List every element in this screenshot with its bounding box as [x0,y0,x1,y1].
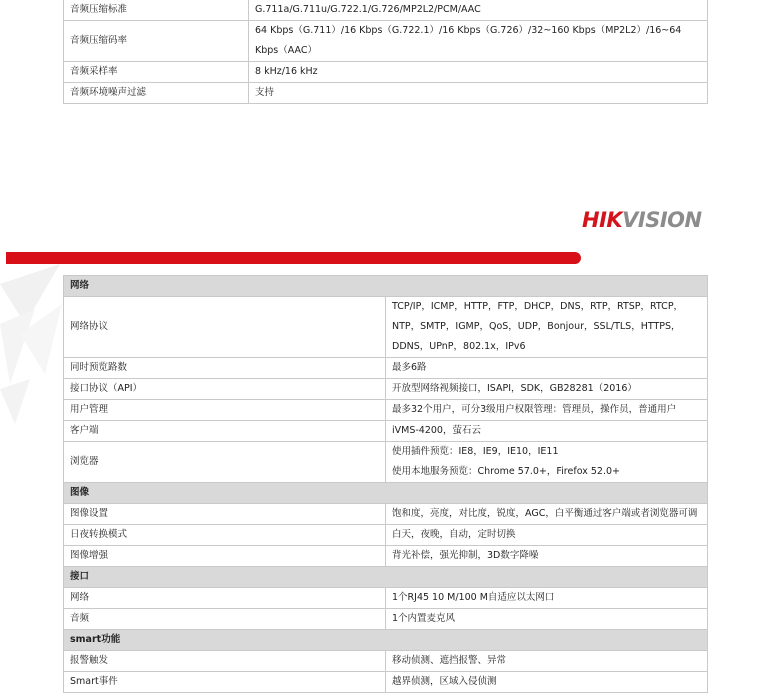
spec-value [386,525,708,546]
spec-value-line: 饱和度，亮度，对比度，锐度，AGC，白平衡通过客户端或者浏览器可调 [392,508,698,519]
spec-value-line: TCP/IP，ICMP，HTTP，FTP，DHCP，DNS，RTP，RTSP，RTCP，NTP，SMTP，IGMP，QoS，UDP，Bonjour，SSL/TLS，HTTPS，DDNS，UPnP，802.1x，IPv6 [392,301,684,352]
spec-row [64,546,708,567]
spec-value [249,21,708,62]
spec-key: 报警触发 [64,651,386,672]
decorative-star-graphic [0,264,70,424]
section-header-row [64,630,708,651]
spec-value [386,651,708,672]
spec-value-line: 使用本地服务预览：Chrome 57.0+，Firefox 52.0+ [392,466,620,477]
spec-value-line: iVMS-4200，萤石云 [392,425,481,436]
spec-row [64,379,708,400]
spec-value-line: 最多6路 [392,362,427,373]
spec-value [249,83,708,104]
spec-value-line: 8 kHz/16 kHz [255,66,318,77]
spec-key: 接口协议（API） [64,379,386,400]
section-header-row [64,276,708,297]
spec-row [64,609,708,630]
audio-spec-table [63,0,708,104]
section-title: 图像 [64,483,708,504]
logo-part2: VISION [622,208,702,232]
spec-key: 日夜转换模式 [64,525,386,546]
spec-key: Smart事件 [64,672,386,693]
spec-key: 音频采样率 [64,62,249,83]
spec-row [64,21,708,62]
spec-value-line: G.711a/G.711u/G.722.1/G.726/MP2L2/PCM/AAC [255,4,481,15]
section-title: 接口 [64,567,708,588]
spec-row [64,400,708,421]
spec-row [64,442,708,483]
spec-value-line: 白天，夜晚，自动，定时切换 [392,529,516,540]
section-header-row [64,567,708,588]
spec-key: 网络 [64,588,386,609]
spec-value [386,588,708,609]
spec-row [64,421,708,442]
spec-row [64,83,708,104]
spec-key: 同时预览路数 [64,358,386,379]
logo-part1: HIK [582,208,623,232]
spec-value [386,297,708,358]
spec-key: 浏览器 [64,442,386,483]
spec-value-line: 开放型网络视频接口，ISAPI，SDK，GB28281（2016） [392,383,637,394]
spec-row [64,62,708,83]
spec-value-line: 最多32个用户，可分3级用户权限管理：管理员，操作员，普通用户 [392,404,677,415]
spec-value [386,421,708,442]
red-header-bar [6,252,581,264]
spec-key: 用户管理 [64,400,386,421]
spec-value-line: 支持 [255,87,275,98]
spec-value [386,672,708,693]
spec-value [386,442,708,483]
spec-key: 图像设置 [64,504,386,525]
spec-value-line: 使用插件预览：IE8，IE9，IE10，IE11 [392,446,559,457]
spec-value-line: 1个内置麦克风 [392,613,456,624]
spec-value [386,358,708,379]
spec-value [386,546,708,567]
spec-value [249,62,708,83]
hikvision-logo [582,208,702,232]
spec-value [386,400,708,421]
spec-value-line: 越界侦测，区域入侵侦测 [392,676,497,687]
spec-key: 客户端 [64,421,386,442]
spec-row [64,504,708,525]
spec-value [386,379,708,400]
spec-value-line: 1个RJ45 10 M/100 M自适应以太网口 [392,592,555,603]
spec-value-line: 移动侦测、遮挡报警、异常 [392,655,507,666]
section-title: smart功能 [64,630,708,651]
spec-key: 音频压缩标准 [64,0,249,21]
spec-value-line: 64 Kbps（G.711）/16 Kbps（G.722.1）/16 Kbps（G.726）/32~160 Kbps（MP2L2）/16~64 Kbps（AAC） [255,25,682,56]
spec-key: 网络协议 [64,297,386,358]
spec-key: 音频环境噪声过滤 [64,83,249,104]
spec-row [64,588,708,609]
spec-row [64,297,708,358]
spec-row [64,672,708,693]
spec-key: 图像增强 [64,546,386,567]
spec-value [386,609,708,630]
spec-value [249,0,708,21]
spec-row [64,0,708,21]
spec-row [64,358,708,379]
spec-value-line: 背光补偿，强光抑制，3D数字降噪 [392,550,539,561]
section-header-row [64,483,708,504]
spec-key: 音频压缩码率 [64,21,249,62]
spec-key: 音频 [64,609,386,630]
section-title: 网络 [64,276,708,297]
network-spec-table [63,275,708,693]
spec-value [386,504,708,525]
spec-row [64,651,708,672]
spec-row [64,525,708,546]
